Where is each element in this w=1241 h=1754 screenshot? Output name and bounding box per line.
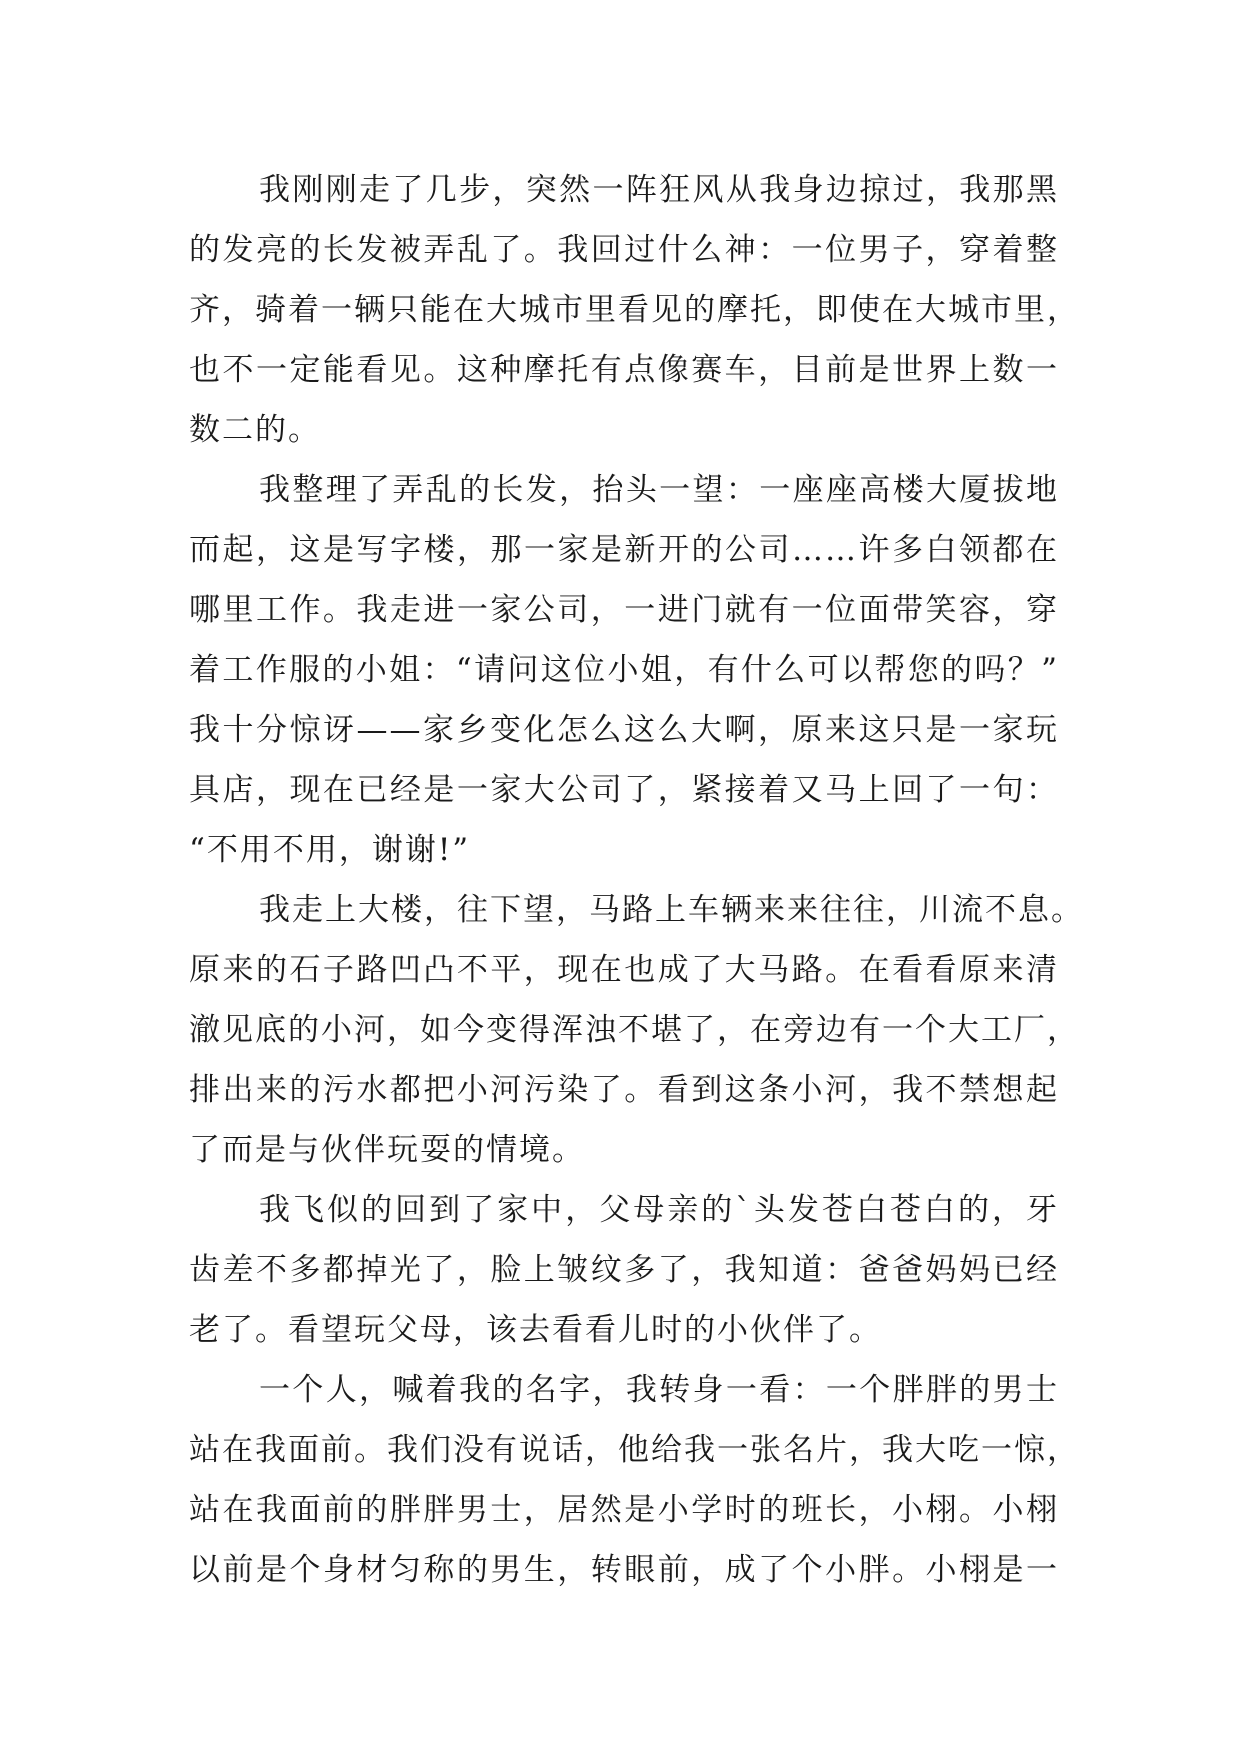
text-line: 一个人，喊着我的名字，我转身一看：一个胖胖的男士 bbox=[259, 1372, 1059, 1408]
text-line: 着工作服的小姐：“请问这位小姐，有什么可以帮您的吗？” bbox=[189, 652, 1059, 688]
paragraph bbox=[189, 1360, 1080, 1600]
text-line: 而起，这是写字楼，那一家是新开的公司……许多白领都在 bbox=[189, 532, 1059, 568]
text-line: 老了。看望玩父母，该去看看儿时的小伙伴了。 bbox=[189, 1312, 882, 1348]
text-line: “不用不用，谢谢!” bbox=[189, 832, 471, 868]
paragraph bbox=[189, 160, 1080, 460]
text-line: 原来的石子路凹凸不平，现在也成了大马路。在看看原来清 bbox=[189, 952, 1059, 988]
text-line: 我刚刚走了几步，突然一阵狂风从我身边掠过，我那黑 bbox=[259, 172, 1059, 208]
text-line: 齐，骑着一辆只能在大城市里看见的摩托，即使在大城市里， bbox=[189, 292, 1080, 328]
text-line: 排出来的污水都把小河污染了。看到这条小河，我不禁想起 bbox=[189, 1072, 1059, 1108]
text-line: 澈见底的小河，如今变得浑浊不堪了，在旁边有一个大工厂， bbox=[189, 1012, 1080, 1048]
text-line: 了而是与伙伴玩耍的情境。 bbox=[189, 1132, 585, 1168]
text-line: 我走上大楼，往下望，马路上车辆来来往往，川流不息。 bbox=[259, 892, 1084, 928]
text-line: 数二的。 bbox=[189, 412, 321, 448]
body-text bbox=[189, 160, 1084, 1600]
text-line: 齿差不多都掉光了，脸上皱纹多了，我知道：爸爸妈妈已经 bbox=[189, 1252, 1059, 1288]
text-line: 具店，现在已经是一家大公司了，紧接着又马上回了一句： bbox=[189, 772, 1059, 808]
text-line: 也不一定能看见。这种摩托有点像赛车，目前是世界上数一 bbox=[189, 352, 1059, 388]
text-line: 的发亮的长发被弄乱了。我回过什么神：一位男子，穿着整 bbox=[189, 232, 1059, 268]
text-line: 我十分惊讶——家乡变化怎么这么大啊，原来这只是一家玩 bbox=[189, 712, 1059, 748]
text-line: 以前是个身材匀称的男生，转眼前，成了个小胖。小栩是一 bbox=[189, 1552, 1059, 1588]
paragraph bbox=[189, 880, 1084, 1180]
text-line: 哪里工作。我走进一家公司，一进门就有一位面带笑容，穿 bbox=[189, 592, 1059, 628]
text-line: 站在我面前的胖胖男士，居然是小学时的班长，小栩。小栩 bbox=[189, 1492, 1059, 1528]
text-line: 站在我面前。我们没有说话，他给我一张名片，我大吃一惊， bbox=[189, 1432, 1080, 1468]
text-line: 我飞似的回到了家中，父母亲的`头发苍白苍白的，牙 bbox=[259, 1192, 1059, 1228]
paragraph bbox=[189, 1180, 1059, 1360]
text-line: 我整理了弄乱的长发，抬头一望：一座座高楼大厦拔地 bbox=[259, 472, 1059, 508]
paragraph bbox=[189, 460, 1059, 880]
